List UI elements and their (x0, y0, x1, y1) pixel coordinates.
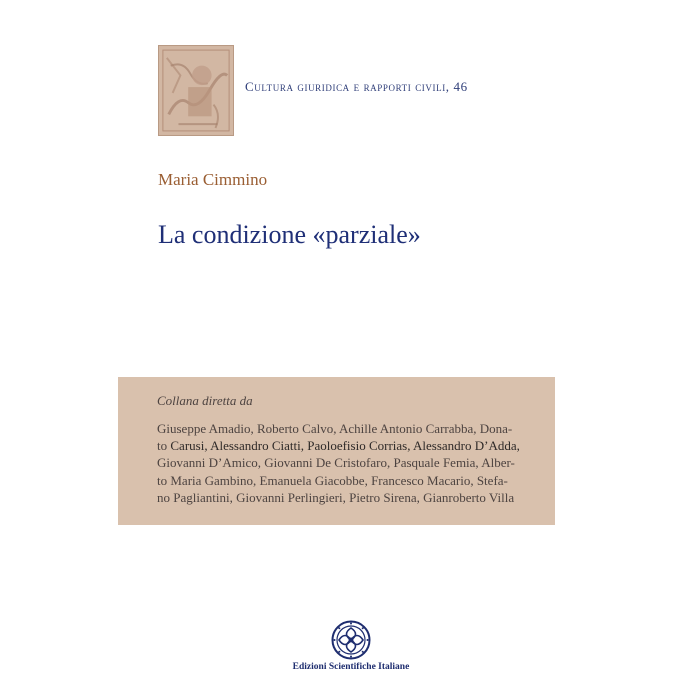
publisher-name: Edizioni Scientifiche Italiane (292, 662, 410, 672)
editors-line-5: no Pagliantini, Giovanni Perlingieri, Pietro Sirena, Gianroberto Villa (157, 489, 515, 505)
editors-line-2-start: to (157, 438, 171, 454)
editors-line-1: Giuseppe Amadio, Roberto Calvo, Achille Antonio Carrabba, Dona- (157, 421, 513, 436)
editors-box (118, 377, 555, 525)
editors-list (157, 420, 535, 506)
editors-line-3: Giovanni D’Amico, Giovanni De Cristofaro, Pasquale Femia, Alber- (157, 455, 515, 471)
editors-line-2-highlight: Carusi, Alessandro Ciatti, Paoloefisio Corrias, Alessandro D’Adda, (170, 438, 520, 454)
cover-artwork (158, 45, 234, 136)
editors-line-4: to Maria Gambino, Emanuela Giacobbe, Francesco Macario, Stefa- (157, 472, 508, 488)
series-title: Cultura giuridica e rapporti civili, 46 (245, 79, 468, 94)
author-name: Maria Cimmino (158, 170, 268, 189)
book-title: La condizione «parziale» (158, 220, 421, 249)
collana-label: Collana diretta da (157, 393, 253, 408)
publisher-emblem-icon (331, 620, 371, 660)
editors-line-2 (157, 437, 535, 454)
